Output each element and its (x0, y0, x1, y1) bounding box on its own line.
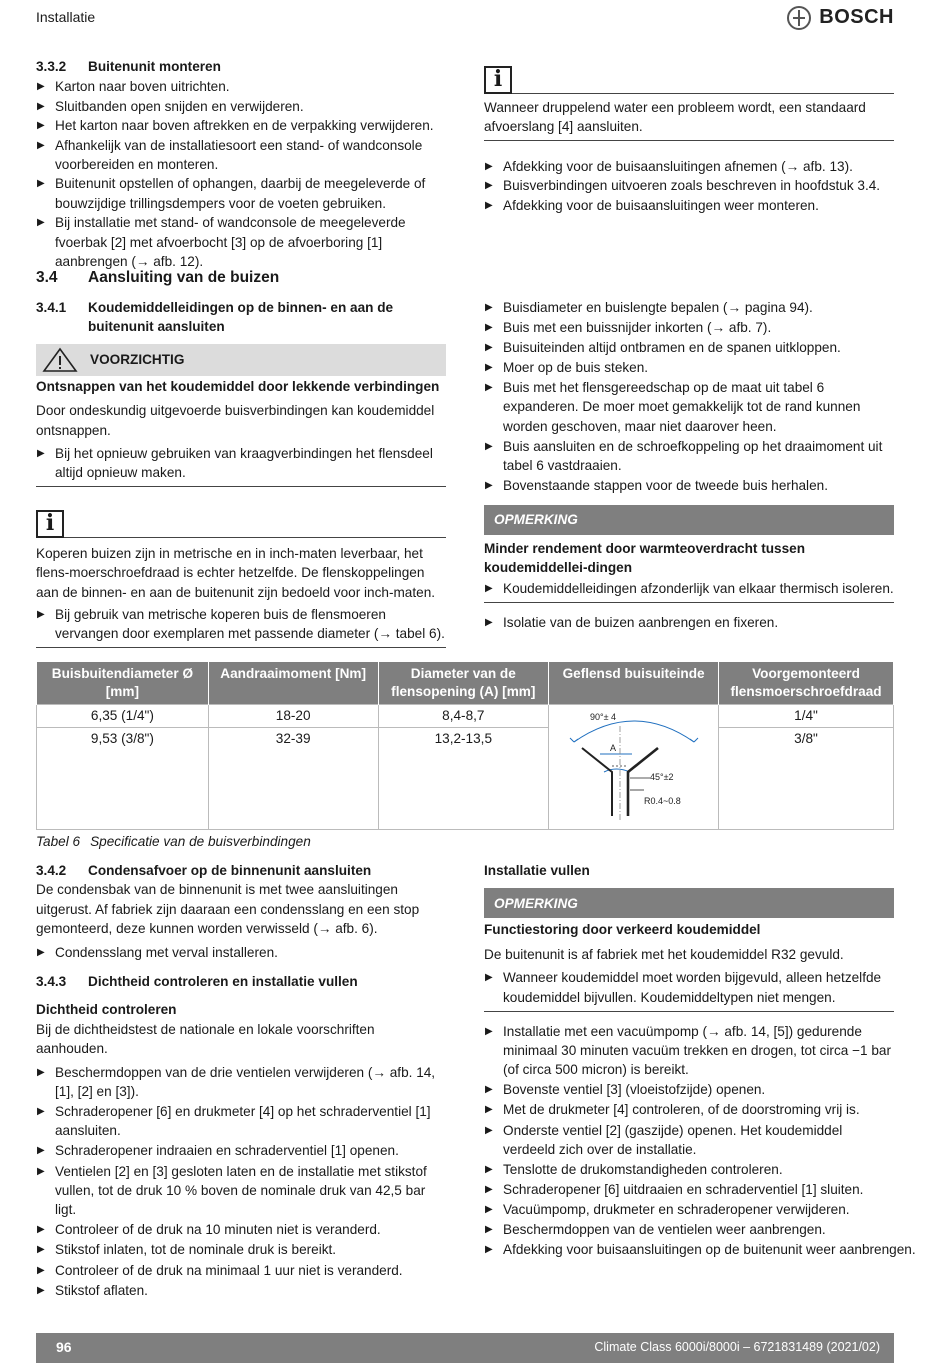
dimension-a-label: A (609, 742, 616, 753)
list-item: ▶ Condensslang met verval installeren. (36, 943, 446, 962)
note-heading: Functiestoring door verkeerd koudemiddel (484, 922, 761, 938)
section-title: Aansluiting van de buizen (88, 269, 280, 286)
list-item: ▶ Tenslotte de drukomstandigheden controleren. (484, 1160, 894, 1179)
info-box-drain (484, 64, 894, 215)
bosch-armature-icon (787, 6, 811, 30)
section-number: 3.4 (36, 269, 58, 286)
list-item: ▶ Onderste ventiel [2] (gaszijde) openen. Het koudemiddel verdeeld zich over de installatie. (484, 1121, 894, 1159)
warning-heading: Ontsnappen van het koudemiddel door lekkende verbindingen (36, 378, 440, 394)
table-header-row (37, 662, 894, 705)
list-item: ▶ Buisverbindingen uitvoeren zoals beschreven in hoofdstuk 3.4. (484, 176, 894, 195)
step-list (484, 298, 894, 495)
flare-diagram (554, 706, 714, 824)
step-list (484, 157, 894, 215)
list-item: ▶ Schraderopener [6] en drukmeter [4] op het schraderventiel [1] aansluiten. (36, 1102, 446, 1140)
section-title: Dichtheid controleren en installatie vullen (88, 974, 358, 990)
warning-triangle-icon (42, 347, 78, 373)
list-item: ▶ Bovenstaande stappen voor de tweede buis herhalen. (484, 476, 894, 495)
list-item: ▶ Ventielen [2] en [3] gesloten laten en de installatie met stikstof vullen, tot de druk 10 % boven de nominale druk van 42,5 bar ligt. (36, 1162, 446, 1220)
step-list (36, 943, 446, 962)
table-cell: 1/4" (719, 705, 894, 728)
table-caption (36, 832, 311, 851)
list-item: ▶ Afdekking voor de buisaansluitingen weer monteren. (484, 196, 894, 215)
info-text: Wanneer druppelend water een probleem wordt, een standaard afvoerslang [4] aansluiten. (484, 94, 894, 141)
section-number: 3.4.1 (36, 300, 67, 315)
list-item: ▶ Wanneer koudemiddel moet worden bijgevuld, alleen hetzelfde koudemiddel bijvullen. Koudemiddeltypen niet mengen. (484, 968, 894, 1007)
table-cell: 6,35 (1/4") (37, 705, 209, 728)
list-item: ▶ Koudemiddelleidingen afzonderlijk van elkaar thermisch isoleren. (484, 579, 894, 598)
list-item: ▶ Isolatie van de buizen aanbrengen en fixeren. (484, 613, 894, 632)
section-number: 3.4.2 (36, 863, 67, 878)
column-header: Geflensd buisuiteinde (549, 662, 719, 705)
column-header: Aandraaimoment [Nm] (208, 662, 378, 705)
list-item: ▶ Het karton naar boven aftrekken en de verpakking verwijderen. (36, 116, 446, 135)
angle-top-label: 90°± 4 (589, 711, 616, 722)
step-list (484, 1022, 916, 1259)
table-row (37, 705, 894, 728)
step-list (484, 613, 894, 632)
section-title: Condensafvoer op de binnenunit aansluiten (88, 863, 372, 878)
section-number: 3.3.2 (36, 59, 67, 74)
table-row (37, 728, 894, 830)
section-fill (484, 861, 916, 1259)
table-cell: 3/8" (719, 728, 894, 830)
list-item: ▶ Buis met een buissnijder inkorten (→ afb. 7). (484, 318, 894, 337)
list-item: ▶ Schraderopener [6] uitdraaien en schraderventiel [1] sluiten. (484, 1180, 894, 1199)
warning-list (36, 444, 446, 487)
pipe-steps (484, 298, 894, 633)
list-item: ▶ Afhankelijk van de installatiesoort een stand- of wandconsole voorbereiden en monteren. (36, 136, 446, 175)
section-3-4-1 (36, 298, 446, 648)
caption-text: Specificatie van de buisverbindingen (90, 834, 311, 849)
table-cell: 32-39 (208, 728, 378, 830)
info-text: Koperen buizen zijn in metrische en in inch-maten leverbaar, het flens-moerschroefdraad is echter hetzelfde. De flenskoppelingen aan de binnen- en aan de buitenunit zijn bedoeld voor inch-maten. (36, 545, 436, 600)
page-footer (36, 1333, 894, 1363)
section-title: Koudemiddelleidingen op de binnen- en aan de buitenunit aansluiten (88, 300, 394, 335)
section-heading (36, 298, 446, 337)
brand-name: BOSCH (819, 6, 894, 29)
section-3-4 (36, 268, 446, 287)
section-heading (36, 861, 446, 880)
list-item: ▶ Bij het opnieuw gebruiken van kraagverbindingen het flensdeel altijd opnieuw maken. (36, 444, 446, 483)
warning-text: Door ondeskundig uitgevoerde buisverbindingen kan koudemiddel ontsnappen. (36, 403, 435, 438)
note-heading: Minder rendement door warmteoverdracht tussen koudemiddellei-dingen (484, 540, 806, 576)
section-number: 3.4.3 (36, 974, 67, 990)
section-text: De condensbak van de binnenunit is met twee aansluitingen uitgerust. Af fabriek zijn daaraan een condensslang en een stop gemonteerd, deze kunnen worden verwisseld (→ afb. 6). (36, 882, 420, 937)
list-item: ▶ Buis met het flensgereedschap op de maat uit tabel 6 expanderen. De moer moet gemakkelijk tot de rand kunnen worden geschoven, maar niet daarover heen. (484, 378, 894, 435)
list-item: ▶ Stikstof inlaten, tot de nominale druk is bereikt. (36, 1240, 446, 1259)
list-item: ▶ Vacuümpomp, drukmeter en schraderopener verwijderen. (484, 1200, 894, 1219)
section-title: Buitenunit monteren (88, 59, 221, 74)
caption-label: Tabel 6 (36, 834, 81, 849)
list-item: ▶ Stikstof aflaten. (36, 1281, 446, 1300)
note-list (484, 968, 894, 1012)
info-rule (36, 508, 446, 538)
chapter-heading (36, 268, 446, 287)
list-item: ▶ Schraderopener indraaien en schraderventiel [1] openen. (36, 1141, 446, 1160)
list-item: ▶ Moer op de buis steken. (484, 358, 894, 377)
step-list (36, 1063, 446, 1300)
info-rule (484, 64, 894, 94)
section-heading (36, 972, 446, 991)
table-cell: 8,4-8,7 (378, 705, 549, 728)
brand-logo (787, 6, 894, 30)
list-item: ▶ Beschermdoppen van de drie ventielen verwijderen (→ afb. 14, [1], [2] en [3]). (36, 1063, 446, 1101)
list-item: ▶ Buitenunit opstellen of ophangen, daarbij de meegeleverde of bouwzijdige trillingsdempers voor de voeten gebruiken. (36, 174, 446, 213)
list-item: ▶ Controleer of de druk na 10 minuten niet is veranderd. (36, 1220, 446, 1239)
list-item: ▶ Beschermdoppen van de ventielen weer aanbrengen. (484, 1220, 894, 1239)
info-list (36, 605, 446, 648)
info-icon: i (484, 66, 512, 94)
section-3-4-2 (36, 861, 446, 1300)
table-cell: 13,2-13,5 (378, 728, 549, 830)
running-header: Installatie (36, 9, 96, 25)
note-bar: OPMERKING (484, 505, 894, 535)
list-item: ▶ Sluitbanden open snijden en verwijderen. (36, 97, 446, 116)
section-text: Bij de dichtheidstest de nationale en lokale voorschriften aanhouden. (36, 1021, 375, 1057)
info-icon: i (36, 510, 64, 538)
page-number: 96 (56, 1339, 72, 1356)
column-header: Voorgemonteerd flensmoerschroefdraad (719, 662, 894, 705)
column-header: Diameter van de flensopening (A) [mm] (378, 662, 549, 705)
list-item: ▶ Buis aansluiten en de schroefkoppeling op het draaimoment uit tabel 6 vastdraaien. (484, 437, 894, 475)
radius-label: R0.4~0.8 (643, 795, 681, 806)
step-list (36, 77, 446, 271)
note-list (484, 579, 894, 603)
list-item: ▶ Afdekking voor de buisaansluitingen afnemen (→ afb. 13). (484, 157, 894, 176)
list-item: ▶ Bij installatie met stand- of wandconsole de meegeleverde fvoerbak [2] met afvoerbocht [3] op de afvoerboring [1] aanbrengen (→ afb. 12). (36, 213, 446, 271)
spec-table (36, 662, 894, 830)
section-heading (36, 57, 446, 76)
list-item: ▶ Controleer of de druk na minimaal 1 uur niet is veranderd. (36, 1261, 446, 1280)
sub-heading: Installatie vullen (484, 863, 590, 878)
list-item: ▶ Met de drukmeter [4] controleren, of de doorstroming vrij is. (484, 1100, 894, 1119)
note-text: De buitenunit is af fabriek met het koudemiddel R32 gevuld. (484, 946, 844, 962)
column-header: Buisbuitendiameter Ø [mm] (37, 662, 209, 705)
flare-figure-cell (549, 705, 719, 830)
list-item: ▶ Buisuiteinden altijd ontbramen en de spanen uitkloppen. (484, 338, 894, 357)
angle-side-label: 45°±2 (649, 771, 674, 782)
sub-heading: Dichtheid controleren (36, 1002, 177, 1018)
warning-bar (36, 344, 446, 376)
document-id: Climate Class 6000i/8000i – 6721831489 (2021/02) (594, 1340, 880, 1355)
table-cell: 18-20 (208, 705, 378, 728)
list-item: ▶ Afdekking voor buisaansluitingen op de buitenunit weer aanbrengen. (484, 1240, 894, 1259)
list-item: ▶ Buisdiameter en buislengte bepalen (→ pagina 94). (484, 298, 894, 317)
list-item: ▶ Karton naar boven uitrichten. (36, 77, 446, 96)
warning-label: VOORZICHTIG (90, 352, 185, 368)
list-item: ▶ Installatie met een vacuümpomp (→ afb. 14, [5]) gedurende minimaal 30 minuten vacuüm trekken en drogen, tot circa −1 bar (of circa 500 micron) is bereikt. (484, 1022, 894, 1079)
table-cell: 9,53 (3/8") (37, 728, 209, 830)
section-3-3-2 (36, 57, 446, 271)
note-bar: OPMERKING (484, 888, 894, 918)
list-item: ▶ Bovenste ventiel [3] (vloeistofzijde) openen. (484, 1080, 894, 1099)
list-item: ▶ Bij gebruik van metrische koperen buis de flensmoeren vervangen door exemplaren met passende diameter (→ tabel 6). (36, 605, 446, 644)
